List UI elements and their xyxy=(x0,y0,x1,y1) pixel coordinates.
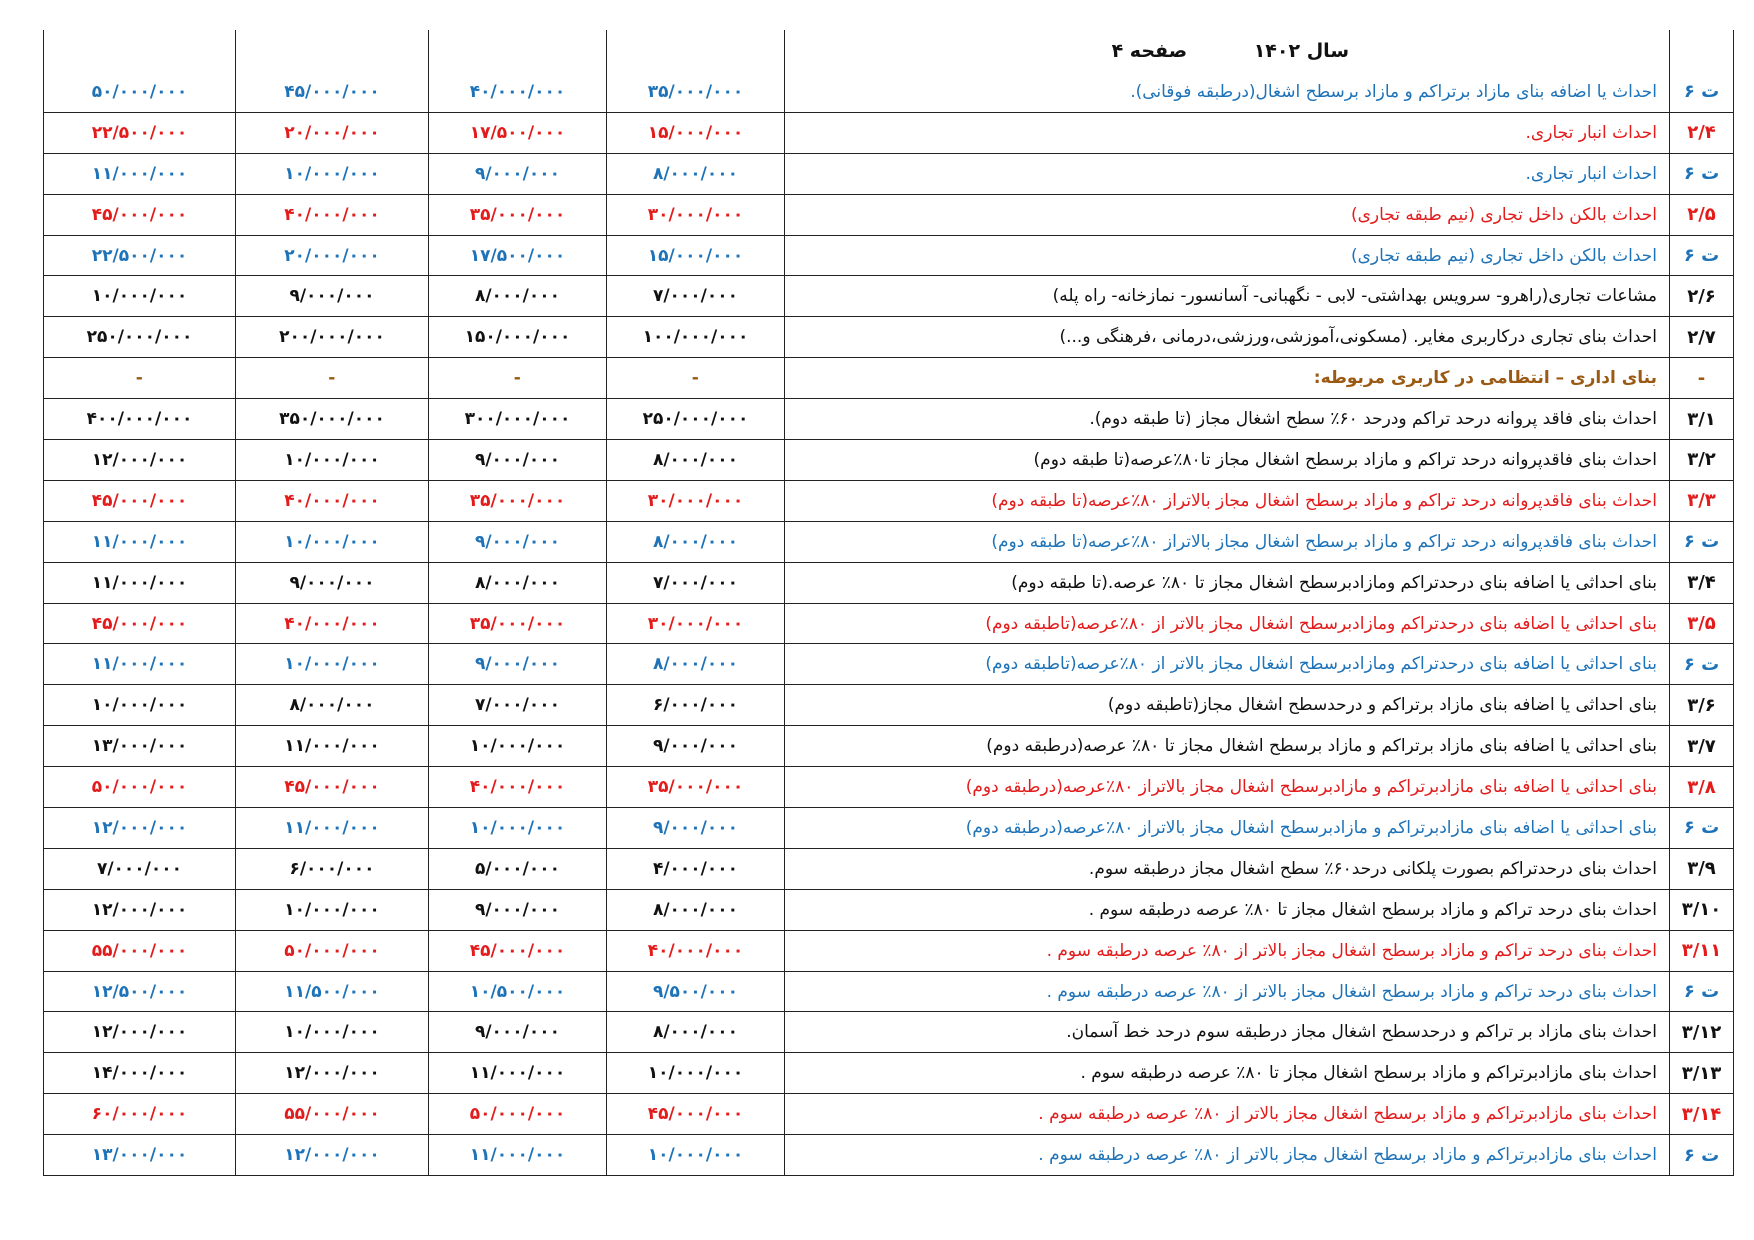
table-row xyxy=(44,1053,1734,1094)
value-col-3: ۵۰/۰۰۰/۰۰۰ xyxy=(236,930,429,971)
table-row xyxy=(44,317,1734,358)
row-description: بنای اداری – انتظامی در کاربری مربوطه: xyxy=(785,358,1670,399)
value-col-3: - xyxy=(236,358,429,399)
table-row xyxy=(44,726,1734,767)
value-col-4: ۱۲/۵۰۰/۰۰۰ xyxy=(44,971,236,1012)
value-col-4: ۱۱/۰۰۰/۰۰۰ xyxy=(44,562,236,603)
value-col-2: ۱۵۰/۰۰۰/۰۰۰ xyxy=(429,317,607,358)
page-header xyxy=(785,30,1670,72)
tariff-sheet xyxy=(43,30,1733,1176)
row-code: ۳/۲ xyxy=(1670,440,1734,481)
header-code-cell xyxy=(1670,30,1734,72)
value-col-1: ۸/۰۰۰/۰۰۰ xyxy=(607,521,785,562)
table-row xyxy=(44,194,1734,235)
table-row xyxy=(44,72,1734,112)
value-col-2: ۱۰/۰۰۰/۰۰۰ xyxy=(429,726,607,767)
value-col-1: ۸/۰۰۰/۰۰۰ xyxy=(607,153,785,194)
row-description: احداث بالکن داخل تجاری (نیم طبقه تجاری) xyxy=(785,194,1670,235)
row-description: بنای احداثی یا اضافه بنای مازاد برتراکم و مازاد برسطح اشغال مجاز تا ۸۰٪ عرصه(درطبقه دوم) xyxy=(785,726,1670,767)
row-description: احداث بنای فاقدپروانه درحد تراکم و مازاد برسطح اشغال مجاز تا۸۰٪عرصه(تا طبقه دوم) xyxy=(785,440,1670,481)
row-description: احداث بنای مازادبرتراکم و مازاد برسطح اشغال مجاز بالاتر از ۸۰٪ عرصه درطبقه سوم . xyxy=(785,1094,1670,1135)
row-code: ت ۶ xyxy=(1670,1135,1734,1176)
value-col-3: ۹/۰۰۰/۰۰۰ xyxy=(236,276,429,317)
value-col-1: ۴۵/۰۰۰/۰۰۰ xyxy=(607,1094,785,1135)
value-col-4: ۵۰/۰۰۰/۰۰۰ xyxy=(44,72,236,112)
row-code: ۳/۱۱ xyxy=(1670,930,1734,971)
value-col-1: ۳۰/۰۰۰/۰۰۰ xyxy=(607,480,785,521)
row-code: ۳/۵ xyxy=(1670,603,1734,644)
page-number-label: صفحه ۴ xyxy=(1111,40,1188,62)
row-code: ۳/۱۴ xyxy=(1670,1094,1734,1135)
value-col-4: ۱۲/۰۰۰/۰۰۰ xyxy=(44,808,236,849)
value-col-1: ۸/۰۰۰/۰۰۰ xyxy=(607,440,785,481)
value-col-2: ۱۷/۵۰۰/۰۰۰ xyxy=(429,112,607,153)
value-col-1: ۳۰/۰۰۰/۰۰۰ xyxy=(607,194,785,235)
table-row xyxy=(44,112,1734,153)
value-col-1: ۱۵/۰۰۰/۰۰۰ xyxy=(607,235,785,276)
value-col-3: ۲۰/۰۰۰/۰۰۰ xyxy=(236,235,429,276)
row-code: ۳/۴ xyxy=(1670,562,1734,603)
value-col-3: ۴۰/۰۰۰/۰۰۰ xyxy=(236,480,429,521)
value-col-1: ۱۵/۰۰۰/۰۰۰ xyxy=(607,112,785,153)
year-label: سال ۱۴۰۲ xyxy=(1253,40,1349,62)
row-description: احداث انبار تجاری. xyxy=(785,112,1670,153)
row-description: احداث بنای مازادبرتراکم و مازاد برسطح اشغال مجاز بالاتر از ۸۰٪ عرصه درطبقه سوم . xyxy=(785,1135,1670,1176)
value-col-2: - xyxy=(429,358,607,399)
value-col-1: ۳۵/۰۰۰/۰۰۰ xyxy=(607,72,785,112)
row-code: ت ۶ xyxy=(1670,153,1734,194)
value-col-4: ۱۰/۰۰۰/۰۰۰ xyxy=(44,685,236,726)
value-col-1: ۹/۰۰۰/۰۰۰ xyxy=(607,808,785,849)
table-row xyxy=(44,808,1734,849)
value-col-4: ۱۲/۰۰۰/۰۰۰ xyxy=(44,889,236,930)
row-description: احداث بنای فاقد پروانه درحد تراکم ودرحد ۶۰٪ سطح اشغال مجاز (تا طبقه دوم). xyxy=(785,399,1670,440)
value-col-3: ۱۲/۰۰۰/۰۰۰ xyxy=(236,1135,429,1176)
value-col-4: ۱۱/۰۰۰/۰۰۰ xyxy=(44,153,236,194)
row-description: احداث بنای درحدتراکم بصورت پلکانی درحد۶۰٪ سطح اشغال مجاز درطبقه سوم. xyxy=(785,848,1670,889)
value-col-2: ۷/۰۰۰/۰۰۰ xyxy=(429,685,607,726)
row-code: ۳/۸ xyxy=(1670,767,1734,808)
value-col-1: ۸/۰۰۰/۰۰۰ xyxy=(607,644,785,685)
row-code: ت ۶ xyxy=(1670,72,1734,112)
table-row xyxy=(44,440,1734,481)
table-row xyxy=(44,848,1734,889)
value-col-3: ۲۰/۰۰۰/۰۰۰ xyxy=(236,112,429,153)
row-description: احداث یا اضافه بنای مازاد برتراکم و مازاد برسطح اشغال(درطبقه فوقانی). xyxy=(785,72,1670,112)
value-col-1: ۱۰/۰۰۰/۰۰۰ xyxy=(607,1053,785,1094)
row-code: ۳/۱۰ xyxy=(1670,889,1734,930)
value-col-1: ۶/۰۰۰/۰۰۰ xyxy=(607,685,785,726)
value-col-3: ۱۱/۵۰۰/۰۰۰ xyxy=(236,971,429,1012)
value-col-2: ۴۰/۰۰۰/۰۰۰ xyxy=(429,767,607,808)
value-col-4: ۱۳/۰۰۰/۰۰۰ xyxy=(44,726,236,767)
table-row xyxy=(44,480,1734,521)
table-row xyxy=(44,971,1734,1012)
value-col-4: ۱۱/۰۰۰/۰۰۰ xyxy=(44,521,236,562)
value-col-4: ۵۵/۰۰۰/۰۰۰ xyxy=(44,930,236,971)
table-row xyxy=(44,1094,1734,1135)
value-col-3: ۱۱/۰۰۰/۰۰۰ xyxy=(236,808,429,849)
row-code: ۳/۶ xyxy=(1670,685,1734,726)
value-col-2: ۹/۰۰۰/۰۰۰ xyxy=(429,1012,607,1053)
value-col-1: ۴/۰۰۰/۰۰۰ xyxy=(607,848,785,889)
value-col-3: ۴۵/۰۰۰/۰۰۰ xyxy=(236,72,429,112)
row-code: ۳/۷ xyxy=(1670,726,1734,767)
value-col-1: ۹/۰۰۰/۰۰۰ xyxy=(607,726,785,767)
value-col-1: ۷/۰۰۰/۰۰۰ xyxy=(607,276,785,317)
row-description: احداث بنای درحد تراکم و مازاد برسطح اشغال مجاز تا ۸۰٪ عرصه درطبقه سوم . xyxy=(785,889,1670,930)
value-col-1: - xyxy=(607,358,785,399)
tariff-table xyxy=(43,30,1734,1176)
row-code: ۲/۷ xyxy=(1670,317,1734,358)
table-row xyxy=(44,644,1734,685)
table-row xyxy=(44,930,1734,971)
row-description: احداث بالکن داخل تجاری (نیم طبقه تجاری) xyxy=(785,235,1670,276)
value-col-2: ۴۵/۰۰۰/۰۰۰ xyxy=(429,930,607,971)
value-col-4: - xyxy=(44,358,236,399)
row-description: احداث بنای مازادبرتراکم و مازاد برسطح اشغال مجاز تا ۸۰٪ عرصه درطبقه سوم . xyxy=(785,1053,1670,1094)
table-row xyxy=(44,685,1734,726)
value-col-1: ۷/۰۰۰/۰۰۰ xyxy=(607,562,785,603)
value-col-2: ۸/۰۰۰/۰۰۰ xyxy=(429,276,607,317)
table-row xyxy=(44,889,1734,930)
value-col-2: ۳۵/۰۰۰/۰۰۰ xyxy=(429,603,607,644)
row-code: ت ۶ xyxy=(1670,808,1734,849)
value-col-2: ۸/۰۰۰/۰۰۰ xyxy=(429,562,607,603)
value-col-4: ۱۲/۰۰۰/۰۰۰ xyxy=(44,1012,236,1053)
row-description: احداث بنای فاقدپروانه درحد تراکم و مازاد برسطح اشغال مجاز بالاتراز ۸۰٪عرصه(تا طبقه دوم) xyxy=(785,480,1670,521)
value-col-2: ۵۰/۰۰۰/۰۰۰ xyxy=(429,1094,607,1135)
header-value-cell xyxy=(236,30,429,72)
value-col-3: ۲۰۰/۰۰۰/۰۰۰ xyxy=(236,317,429,358)
value-col-3: ۱۰/۰۰۰/۰۰۰ xyxy=(236,1012,429,1053)
row-description: احداث بنای مازاد بر تراکم و درحدسطح اشغال مجاز درطبقه سوم درحد خط آسمان. xyxy=(785,1012,1670,1053)
header-value-cell xyxy=(44,30,236,72)
value-col-4: ۴۵/۰۰۰/۰۰۰ xyxy=(44,194,236,235)
table-row xyxy=(44,276,1734,317)
value-col-4: ۴۵/۰۰۰/۰۰۰ xyxy=(44,603,236,644)
value-col-1: ۸/۰۰۰/۰۰۰ xyxy=(607,889,785,930)
value-col-3: ۴۵/۰۰۰/۰۰۰ xyxy=(236,767,429,808)
row-code: ۳/۱۲ xyxy=(1670,1012,1734,1053)
value-col-2: ۳۵/۰۰۰/۰۰۰ xyxy=(429,194,607,235)
value-col-3: ۱۰/۰۰۰/۰۰۰ xyxy=(236,521,429,562)
row-code: ۲/۵ xyxy=(1670,194,1734,235)
row-description: بنای احداثی یا اضافه بنای درحدتراکم ومازادبرسطح اشغال مجاز بالاتر از ۸۰٪عرصه(تاطبقه دوم) xyxy=(785,644,1670,685)
row-code: ۳/۱ xyxy=(1670,399,1734,440)
value-col-4: ۷/۰۰۰/۰۰۰ xyxy=(44,848,236,889)
value-col-4: ۶۰/۰۰۰/۰۰۰ xyxy=(44,1094,236,1135)
row-code: - xyxy=(1670,358,1734,399)
value-col-1: ۹/۵۰۰/۰۰۰ xyxy=(607,971,785,1012)
value-col-3: ۴۰/۰۰۰/۰۰۰ xyxy=(236,603,429,644)
value-col-3: ۱۱/۰۰۰/۰۰۰ xyxy=(236,726,429,767)
row-description: احداث بنای تجاری درکاربری مغایر. (مسکونی،آموزشی،ورزشی،درمانی ،فرهنگی و...) xyxy=(785,317,1670,358)
value-col-4: ۴۰۰/۰۰۰/۰۰۰ xyxy=(44,399,236,440)
value-col-4: ۲۵۰/۰۰۰/۰۰۰ xyxy=(44,317,236,358)
value-col-3: ۱۰/۰۰۰/۰۰۰ xyxy=(236,889,429,930)
row-description: بنای احداثی یا اضافه بنای درحدتراکم ومازادبرسطح اشغال مجاز تا ۸۰٪ عرصه.(تا طبقه دوم) xyxy=(785,562,1670,603)
value-col-2: ۹/۰۰۰/۰۰۰ xyxy=(429,440,607,481)
value-col-4: ۲۲/۵۰۰/۰۰۰ xyxy=(44,112,236,153)
value-col-4: ۱۲/۰۰۰/۰۰۰ xyxy=(44,440,236,481)
table-row xyxy=(44,521,1734,562)
value-col-1: ۱۰۰/۰۰۰/۰۰۰ xyxy=(607,317,785,358)
value-col-1: ۸/۰۰۰/۰۰۰ xyxy=(607,1012,785,1053)
value-col-3: ۳۵۰/۰۰۰/۰۰۰ xyxy=(236,399,429,440)
row-description: بنای احداثی یا اضافه بنای مازادبرتراکم و مازادبرسطح اشغال مجاز بالاتراز ۸۰٪عرصه(درطبقه دوم) xyxy=(785,808,1670,849)
value-col-4: ۱۱/۰۰۰/۰۰۰ xyxy=(44,644,236,685)
row-description: بنای احداثی یا اضافه بنای مازاد برتراکم و درحدسطح اشغال مجاز(تاطبقه دوم) xyxy=(785,685,1670,726)
value-col-2: ۱۰/۵۰۰/۰۰۰ xyxy=(429,971,607,1012)
table-row xyxy=(44,399,1734,440)
value-col-2: ۱۷/۵۰۰/۰۰۰ xyxy=(429,235,607,276)
value-col-3: ۱۰/۰۰۰/۰۰۰ xyxy=(236,644,429,685)
value-col-3: ۱۰/۰۰۰/۰۰۰ xyxy=(236,440,429,481)
row-code: ۳/۳ xyxy=(1670,480,1734,521)
value-col-4: ۱۴/۰۰۰/۰۰۰ xyxy=(44,1053,236,1094)
value-col-3: ۱۰/۰۰۰/۰۰۰ xyxy=(236,153,429,194)
value-col-2: ۳۰۰/۰۰۰/۰۰۰ xyxy=(429,399,607,440)
value-col-2: ۵/۰۰۰/۰۰۰ xyxy=(429,848,607,889)
value-col-3: ۴۰/۰۰۰/۰۰۰ xyxy=(236,194,429,235)
value-col-3: ۱۲/۰۰۰/۰۰۰ xyxy=(236,1053,429,1094)
value-col-1: ۲۵۰/۰۰۰/۰۰۰ xyxy=(607,399,785,440)
table-row xyxy=(44,153,1734,194)
row-description: بنای احداثی یا اضافه بنای درحدتراکم ومازادبرسطح اشغال مجاز بالاتر از ۸۰٪عرصه(تاطبقه دوم) xyxy=(785,603,1670,644)
row-description: مشاعات تجاری(راهرو- سرویس بهداشتی- لابی - نگهبانی- آسانسور- نمازخانه- راه پله) xyxy=(785,276,1670,317)
header-row xyxy=(44,30,1734,72)
value-col-2: ۳۵/۰۰۰/۰۰۰ xyxy=(429,480,607,521)
row-code: ۲/۶ xyxy=(1670,276,1734,317)
row-description: بنای احداثی یا اضافه بنای مازادبرتراکم و مازادبرسطح اشغال مجاز بالاتراز ۸۰٪عرصه(درطبقه دوم) xyxy=(785,767,1670,808)
value-col-2: ۹/۰۰۰/۰۰۰ xyxy=(429,644,607,685)
value-col-4: ۴۵/۰۰۰/۰۰۰ xyxy=(44,480,236,521)
value-col-2: ۹/۰۰۰/۰۰۰ xyxy=(429,521,607,562)
value-col-2: ۴۰/۰۰۰/۰۰۰ xyxy=(429,72,607,112)
table-row xyxy=(44,562,1734,603)
row-code: ت ۶ xyxy=(1670,971,1734,1012)
value-col-1: ۴۰/۰۰۰/۰۰۰ xyxy=(607,930,785,971)
row-code: ت ۶ xyxy=(1670,644,1734,685)
table-row xyxy=(44,235,1734,276)
value-col-2: ۹/۰۰۰/۰۰۰ xyxy=(429,153,607,194)
table-row xyxy=(44,1135,1734,1176)
row-description: احداث بنای درحد تراکم و مازاد برسطح اشغال مجاز بالاتر از ۸۰٪ عرصه درطبقه سوم . xyxy=(785,971,1670,1012)
row-code: ت ۶ xyxy=(1670,235,1734,276)
row-code: ۳/۹ xyxy=(1670,848,1734,889)
header-value-cell xyxy=(607,30,785,72)
row-code: ت ۶ xyxy=(1670,521,1734,562)
table-row xyxy=(44,1012,1734,1053)
value-col-4: ۱۳/۰۰۰/۰۰۰ xyxy=(44,1135,236,1176)
value-col-3: ۶/۰۰۰/۰۰۰ xyxy=(236,848,429,889)
value-col-1: ۳۵/۰۰۰/۰۰۰ xyxy=(607,767,785,808)
table-row xyxy=(44,358,1734,399)
value-col-2: ۱۱/۰۰۰/۰۰۰ xyxy=(429,1135,607,1176)
row-description: احداث انبار تجاری. xyxy=(785,153,1670,194)
value-col-2: ۹/۰۰۰/۰۰۰ xyxy=(429,889,607,930)
value-col-4: ۵۰/۰۰۰/۰۰۰ xyxy=(44,767,236,808)
row-code: ۳/۱۳ xyxy=(1670,1053,1734,1094)
value-col-4: ۲۲/۵۰۰/۰۰۰ xyxy=(44,235,236,276)
header-value-cell xyxy=(429,30,607,72)
value-col-1: ۱۰/۰۰۰/۰۰۰ xyxy=(607,1135,785,1176)
row-description: احداث بنای فاقدپروانه درحد تراکم و مازاد برسطح اشغال مجاز بالاتراز ۸۰٪عرصه(تا طبقه دوم) xyxy=(785,521,1670,562)
table-row xyxy=(44,603,1734,644)
row-code: ۲/۴ xyxy=(1670,112,1734,153)
value-col-1: ۳۰/۰۰۰/۰۰۰ xyxy=(607,603,785,644)
value-col-3: ۵۵/۰۰۰/۰۰۰ xyxy=(236,1094,429,1135)
table-row xyxy=(44,767,1734,808)
value-col-2: ۱۱/۰۰۰/۰۰۰ xyxy=(429,1053,607,1094)
value-col-4: ۱۰/۰۰۰/۰۰۰ xyxy=(44,276,236,317)
value-col-3: ۹/۰۰۰/۰۰۰ xyxy=(236,562,429,603)
row-description: احداث بنای درحد تراکم و مازاد برسطح اشغال مجاز بالاتر از ۸۰٪ عرصه درطبقه سوم . xyxy=(785,930,1670,971)
value-col-2: ۱۰/۰۰۰/۰۰۰ xyxy=(429,808,607,849)
value-col-3: ۸/۰۰۰/۰۰۰ xyxy=(236,685,429,726)
